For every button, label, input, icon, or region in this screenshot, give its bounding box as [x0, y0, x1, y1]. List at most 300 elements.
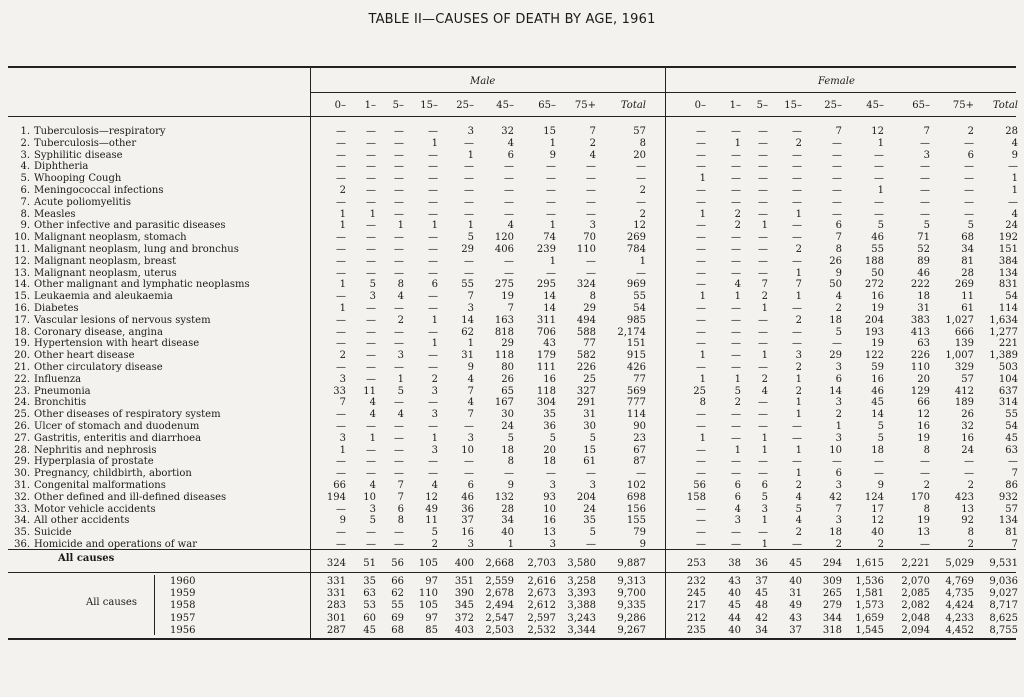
year-label: 1959	[170, 588, 196, 600]
year-female-cell: 1,545	[855, 624, 884, 636]
male-cell: 818	[494, 326, 514, 338]
male-cell: —	[428, 161, 438, 173]
male-cell: 1	[549, 255, 556, 267]
female-cell: 4	[1011, 137, 1018, 149]
male-cell: —	[366, 468, 376, 480]
female-cell: —	[758, 137, 768, 149]
year-male-cell: 2,503	[485, 624, 514, 636]
male-cell: 7	[589, 126, 596, 137]
female-cell: 1	[699, 208, 706, 220]
male-cell: 20	[543, 444, 556, 456]
female-cell: 6	[967, 149, 974, 161]
year-female-cell: 309	[822, 576, 842, 587]
cause-label: Motor vehicle accidents	[34, 503, 156, 515]
female-cell: 3	[835, 480, 842, 491]
female-cell: —	[792, 220, 802, 232]
year-label: 1958	[170, 600, 196, 612]
male-cell: 70	[583, 232, 596, 244]
female-cell: 10	[829, 444, 842, 456]
male-cell: —	[394, 456, 404, 468]
year-male-cell: 2,559	[485, 576, 514, 587]
bottom-rule	[8, 638, 1016, 640]
male-cell: —	[366, 173, 376, 185]
male-cell: —	[636, 196, 646, 208]
male-cell: 10	[461, 444, 474, 456]
male-cell: —	[586, 208, 596, 220]
male-cell: 239	[536, 244, 556, 255]
year-male-cell: 331	[326, 588, 346, 600]
male-cell: —	[394, 185, 404, 196]
male-cell: 1	[369, 432, 376, 444]
male-cell: 30	[501, 409, 514, 421]
male-cell: 16	[461, 527, 474, 539]
female-cell: 24	[961, 444, 974, 456]
female-cell: 2	[795, 244, 802, 255]
year-female-cell: 1,659	[855, 612, 884, 624]
year-female-cell: 8,717	[989, 600, 1018, 612]
year-female-cell: 212	[686, 612, 706, 624]
cause-label: Pregnancy, childbirth, abortion	[34, 468, 192, 480]
male-age-header: 45–	[496, 100, 514, 111]
female-cell: 28	[1005, 126, 1018, 137]
male-cell: 4	[369, 409, 376, 421]
female-cell: 16	[917, 421, 930, 432]
female-cell: 8	[923, 503, 930, 515]
male-cell: —	[504, 468, 514, 480]
male-cell: —	[546, 173, 556, 185]
year-female-cell: 265	[822, 588, 842, 600]
male-cell: 588	[576, 326, 596, 338]
female-cell: —	[758, 326, 768, 338]
female-cell: 1	[761, 432, 768, 444]
female-cell: 6	[761, 480, 768, 491]
female-cell: 1	[699, 291, 706, 303]
year-male-cell: 403	[454, 624, 474, 636]
female-cell: —	[731, 185, 741, 196]
male-cell: 784	[626, 244, 646, 255]
all-causes-male-cell: 9,887	[617, 558, 646, 569]
male-cell: 3	[369, 503, 376, 515]
male-cell: 6	[397, 503, 404, 515]
female-cell: —	[758, 161, 768, 173]
male-cell: 1	[339, 444, 346, 456]
male-cell: 8	[507, 456, 514, 468]
all-causes-female-cell: 36	[755, 558, 768, 569]
male-cell: —	[394, 362, 404, 373]
female-cell: 8	[699, 397, 706, 409]
female-cell: 2	[761, 373, 768, 385]
female-cell: 3	[835, 397, 842, 409]
male-cell: 179	[536, 350, 556, 362]
female-cell: 4	[795, 491, 802, 503]
female-cell: —	[758, 362, 768, 373]
male-cell: —	[394, 267, 404, 279]
female-cell: 193	[864, 326, 884, 338]
male-cell: 2,174	[617, 326, 646, 338]
male-cell: —	[336, 338, 346, 350]
female-cell: 5	[795, 503, 802, 515]
male-cell: —	[394, 432, 404, 444]
male-cell: 114	[626, 409, 646, 421]
year-male-cell: 2,612	[527, 600, 556, 612]
female-cell: —	[920, 173, 930, 185]
male-cell: —	[504, 267, 514, 279]
year-female-cell: 42	[755, 612, 768, 624]
male-cell: —	[394, 232, 404, 244]
year-male-cell: 2,678	[485, 588, 514, 600]
male-cell: —	[394, 149, 404, 161]
divider-mid	[665, 66, 666, 638]
male-cell: —	[336, 362, 346, 373]
female-cell: —	[758, 185, 768, 196]
female-cell: —	[874, 149, 884, 161]
all-causes-female-cell: 253	[686, 558, 706, 569]
male-cell: 1	[467, 338, 474, 350]
male-cell: 3	[369, 291, 376, 303]
female-cell: —	[696, 338, 706, 350]
female-cell: 18	[871, 444, 884, 456]
male-cell: 7	[507, 303, 514, 314]
male-cell: —	[428, 362, 438, 373]
cause-label: Leukaemia and aleukaemia	[34, 291, 173, 303]
female-cell: —	[731, 232, 741, 244]
male-cell: 49	[425, 503, 438, 515]
male-cell: 5	[507, 432, 514, 444]
male-cell: 151	[626, 338, 646, 350]
female-cell: —	[792, 326, 802, 338]
male-cell: —	[366, 303, 376, 314]
female-cell: 383	[910, 314, 930, 326]
male-cell: 295	[536, 279, 556, 291]
male-cell: 26	[501, 373, 514, 385]
male-cell: 3	[339, 432, 346, 444]
male-cell: 163	[494, 314, 514, 326]
male-cell: 65	[501, 385, 514, 397]
year-female-cell: 48	[755, 600, 768, 612]
female-cell: 1,027	[945, 314, 974, 326]
female-cell: —	[696, 362, 706, 373]
cause-number: 25.	[14, 409, 30, 421]
male-cell: —	[504, 255, 514, 267]
female-cell: 5	[734, 385, 741, 397]
female-cell: 13	[917, 527, 930, 539]
male-cell: 13	[543, 527, 556, 539]
female-cell: —	[1008, 456, 1018, 468]
male-cell: —	[336, 314, 346, 326]
female-cell: —	[792, 303, 802, 314]
year-male-cell: 2,673	[527, 588, 556, 600]
cause-label: Diabetes	[34, 303, 79, 314]
female-cell: 46	[871, 232, 884, 244]
male-cell: 3	[431, 444, 438, 456]
all-causes-male-cell: 51	[363, 558, 376, 569]
year-female-cell: 37	[755, 576, 768, 587]
female-cell: 2	[761, 291, 768, 303]
male-cell: —	[504, 161, 514, 173]
male-cell: 3	[467, 126, 474, 137]
female-cell: 932	[998, 491, 1018, 503]
female-cell: —	[758, 126, 768, 137]
female-cell: —	[758, 173, 768, 185]
cause-number: 18.	[14, 326, 30, 338]
male-cell: —	[464, 208, 474, 220]
male-cell: 29	[501, 338, 514, 350]
female-cell: 19	[917, 432, 930, 444]
year-female-cell: 245	[686, 588, 706, 600]
female-cell: —	[731, 456, 741, 468]
female-cell: 7	[835, 232, 842, 244]
male-cell: —	[336, 137, 346, 149]
female-cell: 17	[871, 503, 884, 515]
male-cell: —	[546, 208, 556, 220]
year-female-cell: 9,036	[989, 576, 1018, 587]
female-cell: 2	[835, 539, 842, 550]
female-cell: —	[731, 173, 741, 185]
male-cell: 777	[626, 397, 646, 409]
male-cell: 1	[507, 539, 514, 550]
female-cell: —	[696, 185, 706, 196]
year-male-cell: 3,258	[567, 576, 596, 587]
cause-number: 8.	[20, 208, 30, 220]
female-cell: —	[1008, 161, 1018, 173]
cause-label: Malignant neoplasm, stomach	[34, 232, 187, 244]
female-cell: 384	[998, 255, 1018, 267]
female-cell: —	[696, 468, 706, 480]
all-causes-female-cell: 45	[789, 558, 802, 569]
female-cell: 12	[871, 126, 884, 137]
male-cell: —	[394, 539, 404, 550]
year-male-cell: 69	[391, 612, 404, 624]
cause-label: Tuberculosis—respiratory	[34, 126, 166, 137]
male-cell: —	[366, 196, 376, 208]
cause-label: Syphilitic disease	[34, 149, 123, 161]
year-male-cell: 9,700	[617, 588, 646, 600]
female-cell: 7	[1011, 468, 1018, 480]
female-cell: 1	[734, 137, 741, 149]
male-cell: 7	[339, 397, 346, 409]
cause-label: Malignant neoplasm, uterus	[34, 267, 177, 279]
male-cell: 90	[633, 421, 646, 432]
female-cell: 5	[923, 220, 930, 232]
male-cell: 14	[543, 303, 556, 314]
female-cell: 59	[871, 362, 884, 373]
male-cell: 1	[467, 149, 474, 161]
female-cell: —	[792, 149, 802, 161]
cause-label: Meningococcal infections	[34, 185, 164, 196]
female-cell: 5	[967, 220, 974, 232]
female-cell: 1	[1011, 173, 1018, 185]
male-cell: —	[366, 220, 376, 232]
female-cell: 12	[917, 409, 930, 421]
female-cell: 24	[1005, 220, 1018, 232]
female-cell: —	[964, 456, 974, 468]
female-cell: —	[696, 539, 706, 550]
female-cell: —	[792, 338, 802, 350]
male-cell: —	[394, 444, 404, 456]
female-cell: 3	[835, 362, 842, 373]
year-female-cell: 34	[755, 624, 768, 636]
male-cell: 582	[576, 350, 596, 362]
male-cell: —	[428, 326, 438, 338]
male-cell: 15	[583, 444, 596, 456]
female-cell: —	[792, 421, 802, 432]
female-cell: 1	[877, 185, 884, 196]
male-cell: 36	[461, 503, 474, 515]
cause-label: Influenza	[34, 373, 82, 385]
female-cell: 1	[761, 303, 768, 314]
female-cell: 5	[835, 326, 842, 338]
female-cell: 1	[699, 373, 706, 385]
male-cell: —	[428, 232, 438, 244]
female-cell: 45	[1005, 432, 1018, 444]
year-female-cell: 4,424	[945, 600, 974, 612]
male-cell: 3	[467, 303, 474, 314]
year-female-cell: 4,233	[945, 612, 974, 624]
year-female-cell: 8,625	[989, 612, 1018, 624]
male-cell: —	[428, 456, 438, 468]
female-cell: 16	[961, 432, 974, 444]
male-cell: 4	[467, 397, 474, 409]
cause-label: Vascular lesions of nervous system	[34, 314, 211, 326]
year-female-cell: 45	[728, 600, 741, 612]
female-cell: —	[920, 185, 930, 196]
female-cell: —	[832, 137, 842, 149]
female-cell: —	[792, 185, 802, 196]
male-cell: 18	[501, 444, 514, 456]
female-cell: 9	[877, 480, 884, 491]
male-cell: —	[428, 173, 438, 185]
total-rule-bottom	[8, 572, 1016, 573]
male-cell: —	[394, 196, 404, 208]
female-cell: 55	[1005, 409, 1018, 421]
male-cell: 269	[626, 232, 646, 244]
male-cell: —	[394, 326, 404, 338]
male-cell: —	[394, 421, 404, 432]
female-cell: 204	[864, 314, 884, 326]
female-cell: 40	[871, 527, 884, 539]
female-cell: 6	[734, 491, 741, 503]
cause-label: Suicide	[34, 527, 72, 539]
female-cell: —	[920, 161, 930, 173]
male-cell: 3	[397, 350, 404, 362]
male-cell: —	[464, 456, 474, 468]
male-cell: —	[366, 137, 376, 149]
year-female-cell: 2,070	[901, 576, 930, 587]
male-cell: —	[586, 267, 596, 279]
female-cell: 221	[998, 338, 1018, 350]
male-cell: —	[336, 267, 346, 279]
male-cell: 24	[583, 503, 596, 515]
female-cell: —	[696, 232, 706, 244]
male-cell: 8	[589, 291, 596, 303]
male-cell: —	[586, 255, 596, 267]
male-cell: —	[636, 161, 646, 173]
male-cell: —	[428, 126, 438, 137]
male-cell: 11	[363, 385, 376, 397]
all-causes-female-cell: 9,531	[989, 558, 1018, 569]
cause-label: Congenital malformations	[34, 480, 166, 491]
female-cell: 71	[917, 232, 930, 244]
female-cell: —	[731, 196, 741, 208]
male-cell: 132	[494, 491, 514, 503]
female-cell: —	[696, 444, 706, 456]
year-male-cell: 9,286	[617, 612, 646, 624]
female-cell: 66	[917, 397, 930, 409]
all-causes-male-cell: 324	[326, 558, 346, 569]
male-cell: —	[428, 149, 438, 161]
male-cell: 2	[339, 350, 346, 362]
female-cell: 2	[835, 409, 842, 421]
all-causes-female-cell: 1,615	[855, 558, 884, 569]
female-cell: 14	[871, 409, 884, 421]
female-cell: —	[731, 126, 741, 137]
male-cell: 7	[467, 409, 474, 421]
cause-number: 20.	[14, 350, 30, 362]
cause-number: 19.	[14, 338, 30, 350]
year-male-cell: 2,532	[527, 624, 556, 636]
male-cell: —	[428, 468, 438, 480]
year-female-cell: 31	[789, 588, 802, 600]
female-cell: —	[731, 421, 741, 432]
female-cell: 54	[1005, 291, 1018, 303]
female-cell: 16	[871, 291, 884, 303]
female-cell: 1	[734, 373, 741, 385]
male-cell: 37	[461, 515, 474, 527]
female-group-heading: Female	[818, 76, 855, 87]
female-cell: 1	[734, 291, 741, 303]
female-cell: 86	[1005, 480, 1018, 491]
male-cell: 25	[583, 373, 596, 385]
male-cell: 1	[397, 373, 404, 385]
year-brace	[154, 575, 161, 635]
male-cell: 29	[583, 303, 596, 314]
female-cell: —	[731, 350, 741, 362]
male-cell: 5	[589, 432, 596, 444]
female-cell: —	[696, 137, 706, 149]
female-cell: 2	[795, 385, 802, 397]
male-cell: —	[546, 185, 556, 196]
male-cell: 4	[589, 149, 596, 161]
female-cell: —	[874, 173, 884, 185]
all-causes-male-cell: 3,580	[567, 558, 596, 569]
female-cell: 9	[1011, 149, 1018, 161]
male-cell: 1	[549, 220, 556, 232]
male-cell: —	[464, 255, 474, 267]
male-cell: —	[464, 137, 474, 149]
header-rule-2	[8, 116, 1016, 117]
male-group-heading: Male	[470, 76, 496, 87]
female-cell: 4	[1011, 208, 1018, 220]
male-cell: 494	[576, 314, 596, 326]
male-cell: —	[504, 185, 514, 196]
female-cell: 139	[954, 338, 974, 350]
year-female-cell: 43	[728, 576, 741, 587]
all-causes-male-cell: 400	[454, 558, 474, 569]
female-cell: —	[758, 409, 768, 421]
female-cell: 31	[917, 303, 930, 314]
male-cell: 4	[507, 220, 514, 232]
female-cell: 4	[734, 279, 741, 291]
female-cell: —	[832, 173, 842, 185]
male-cell: —	[504, 196, 514, 208]
male-cell: —	[394, 161, 404, 173]
female-cell: 3	[761, 503, 768, 515]
male-cell: —	[366, 126, 376, 137]
female-cell: 18	[829, 527, 842, 539]
all-causes-male-cell: 105	[418, 558, 438, 569]
female-cell: —	[832, 161, 842, 173]
year-label: 1960	[170, 576, 196, 587]
